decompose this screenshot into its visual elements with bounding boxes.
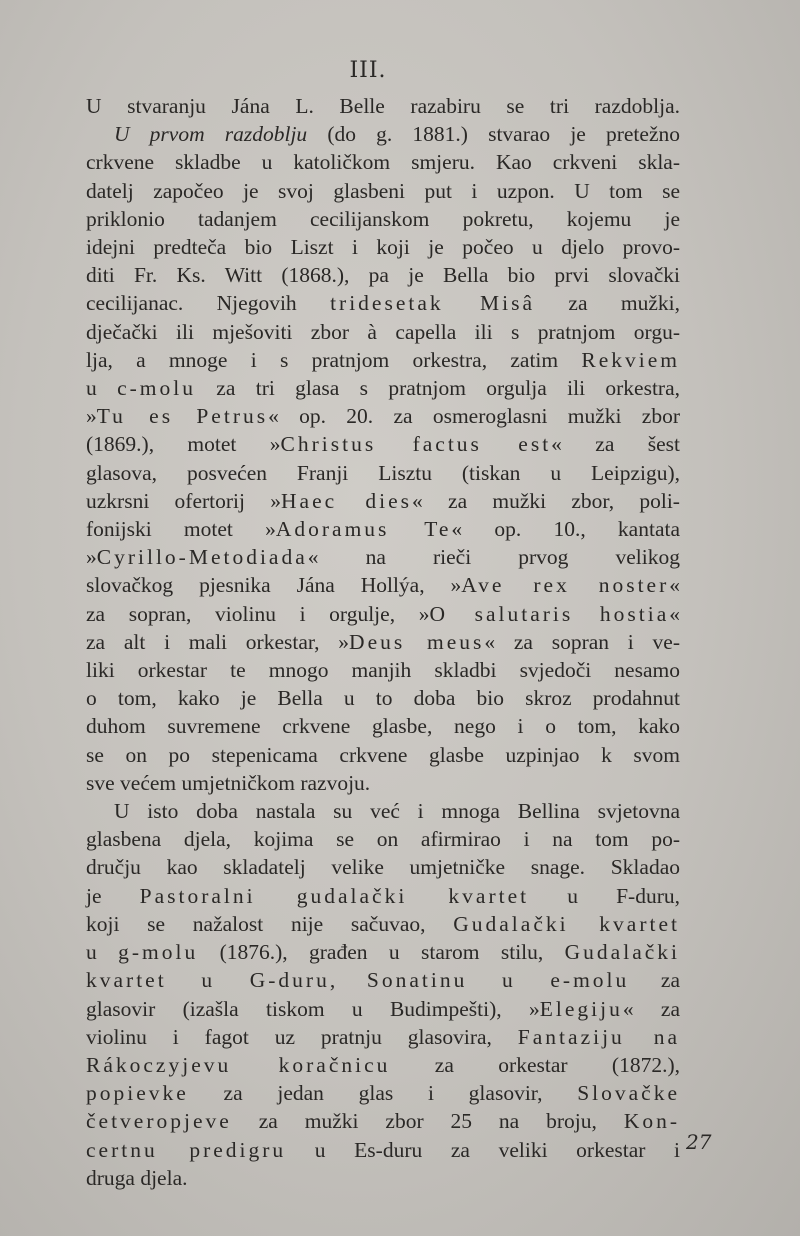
text-segment: dručju kao skladatelj velike umjetničke snage. Skladao bbox=[86, 855, 680, 880]
text-segment: za alt i mali orkestar, » bbox=[86, 629, 350, 654]
text-line bbox=[86, 261, 680, 289]
text-line bbox=[86, 853, 680, 881]
spaced-title: Fantaziju na bbox=[517, 1024, 680, 1049]
text-segment: u bbox=[86, 376, 118, 401]
text-line bbox=[86, 741, 680, 769]
spaced-title: Kon- bbox=[623, 1109, 680, 1134]
spaced-title: Cyrillo-Metodiada bbox=[96, 545, 308, 570]
text-segment: idejni predteča bio Liszt i koji je počeo u djelo provo- bbox=[86, 235, 680, 260]
text-line bbox=[86, 882, 680, 910]
text-line bbox=[86, 205, 680, 233]
text-segment: (do g. 1881.) stvarao je pretežno bbox=[307, 122, 680, 147]
italic-text: U prvom razdoblju bbox=[114, 122, 308, 147]
text-segment: za jedan glas i glasovir, bbox=[188, 1081, 578, 1106]
text-line bbox=[86, 318, 680, 346]
text-line bbox=[86, 1164, 680, 1192]
text-segment: priklonio tadanjem cecilijanskom pokretu, kojemu je bbox=[86, 206, 680, 231]
text-line bbox=[86, 910, 680, 938]
spaced-title: g-molu bbox=[118, 940, 199, 965]
page-number: 27 bbox=[686, 1130, 712, 1154]
text-line bbox=[86, 1136, 680, 1164]
text-segment: « bbox=[669, 601, 680, 626]
spaced-title: Christus factus est bbox=[280, 432, 552, 457]
text-line bbox=[86, 995, 680, 1023]
spaced-title: Gudalački kvartet bbox=[453, 911, 680, 936]
text-segment: lja, a mnoge i s pratnjom orkestra, zatim bbox=[86, 347, 582, 372]
text-segment: sve većem umjetničkom razvoju. bbox=[86, 770, 371, 795]
text-segment: uzkrsni ofertorij » bbox=[86, 488, 281, 513]
spaced-title: Rákoczyjevu koračnicu bbox=[86, 1052, 391, 1077]
text-segment: dječački ili mješoviti zbor à capella ili s pratnjom orgu- bbox=[86, 319, 680, 344]
text-segment: , bbox=[329, 968, 367, 993]
text-line bbox=[86, 430, 680, 458]
text-segment: glasbena djela, kojima se on afirmirao i na tom po- bbox=[86, 827, 680, 852]
text-segment: « za šest bbox=[551, 432, 680, 457]
text-segment: violinu i fagot uz pratnju glasovira, bbox=[86, 1024, 518, 1049]
text-line bbox=[86, 92, 680, 120]
spaced-title: Elegiju bbox=[539, 996, 623, 1021]
text-segment: fonijski motet » bbox=[86, 517, 276, 542]
text-segment: slovačkog pjesnika Jána Hollýa, » bbox=[86, 573, 462, 598]
text-segment: diti Fr. Ks. Witt (1868.), pa je Bella bio prvi slovački bbox=[86, 263, 680, 288]
spaced-title: Adoramus Te bbox=[275, 517, 452, 542]
spaced-title: Sonatinu u e-molu bbox=[366, 968, 630, 993]
text-line bbox=[86, 459, 680, 487]
spaced-title: kvartet u G-duru bbox=[86, 968, 330, 993]
text-segment: « za bbox=[622, 996, 680, 1021]
text-segment: « na rieči prvog velikog bbox=[307, 545, 680, 570]
spaced-title: c-molu bbox=[117, 376, 196, 401]
text-segment: liki orkestar te mnogo manjih skladbi svjedoči nesamo bbox=[86, 658, 680, 683]
text-segment: » bbox=[86, 545, 97, 570]
text-segment: « bbox=[669, 573, 681, 598]
text-line bbox=[86, 402, 680, 430]
text-segment: duhom suvremene crkvene glasbe, nego i o tom, kako bbox=[86, 714, 680, 739]
spaced-title: Haec dies bbox=[281, 488, 413, 513]
text-segment: za mužki, bbox=[535, 291, 680, 316]
spaced-title: Deus meus bbox=[349, 629, 485, 654]
spaced-title: Gudalački bbox=[564, 940, 681, 965]
text-segment: druga djela. bbox=[86, 1165, 188, 1190]
text-segment: za mužki zbor 25 na broju, bbox=[231, 1109, 624, 1134]
text-segment: za orkestar (1872.), bbox=[390, 1052, 681, 1077]
text-line bbox=[86, 712, 680, 740]
text-line bbox=[86, 543, 680, 571]
text-line bbox=[86, 797, 680, 825]
text-segment: » bbox=[86, 404, 97, 429]
text-segment: U isto doba nastala su već i mnoga Bellina svjetovna bbox=[114, 799, 680, 824]
text-line bbox=[86, 177, 680, 205]
text-line bbox=[86, 120, 680, 148]
text-line bbox=[86, 1051, 680, 1079]
text-line bbox=[86, 825, 680, 853]
text-line bbox=[86, 769, 680, 797]
text-segment: o tom, kako je Bella u to doba bio skroz prodahnut bbox=[86, 686, 680, 711]
text-line bbox=[86, 289, 680, 317]
text-segment: « op. 20. za osmeroglasni mužki zbor bbox=[268, 404, 680, 429]
text-line bbox=[86, 148, 680, 176]
text-line bbox=[86, 684, 680, 712]
text-line bbox=[86, 656, 680, 684]
text-line bbox=[86, 628, 680, 656]
text-segment: se on po stepenicama crkvene glasbe uzpinjao k svom bbox=[86, 742, 680, 767]
text-line bbox=[86, 571, 680, 599]
spaced-title: popievke bbox=[86, 1081, 189, 1106]
text-line bbox=[86, 233, 680, 261]
text-segment: (1876.), građen u starom stilu, bbox=[198, 940, 565, 965]
spaced-title: Rekviem bbox=[581, 347, 680, 372]
spaced-title: četveropjeve bbox=[86, 1109, 232, 1134]
text-line bbox=[86, 1107, 680, 1135]
text-line bbox=[86, 966, 680, 994]
chapter-heading: III. bbox=[349, 58, 387, 83]
spaced-title: O salutaris hostia bbox=[429, 601, 670, 626]
text-line bbox=[86, 938, 680, 966]
text-segment: « op. 10., kantata bbox=[451, 517, 681, 542]
text-segment: za tri glasa s pratnjom orgulja ili orkestra, bbox=[195, 376, 680, 401]
text-segment: u Es-duru za veliki orkestar i bbox=[286, 1137, 680, 1162]
text-segment: cecilijanac. Njegovih bbox=[86, 291, 331, 316]
text-segment: je bbox=[86, 883, 140, 908]
text-line bbox=[86, 374, 680, 402]
text-segment: datelj započeo je svoj glasbeni put i uzpon. U tom se bbox=[86, 178, 680, 203]
text-line bbox=[86, 1023, 680, 1051]
text-segment: « za sopran i ve- bbox=[484, 629, 680, 654]
text-segment: koji se nažalost nije sačuvao, bbox=[86, 911, 454, 936]
spaced-title: tridesetak Misâ bbox=[330, 291, 536, 316]
spaced-title: Tu es Petrus bbox=[96, 404, 269, 429]
text-segment: za bbox=[629, 968, 680, 993]
text-segment: crkvene skladbe u katoličkom smjeru. Kao crkveni skla- bbox=[86, 150, 680, 175]
text-segment: u bbox=[86, 940, 119, 965]
text-segment: glasovir (izašla tiskom u Budimpešti), » bbox=[86, 996, 540, 1021]
text-line bbox=[86, 600, 680, 628]
text-segment: glasova, posvećen Franji Lisztu (tiskan u Leipzigu), bbox=[86, 460, 680, 485]
text-segment: (1869.), motet » bbox=[86, 432, 281, 457]
text-line bbox=[86, 515, 680, 543]
text-segment: « za mužki zbor, poli- bbox=[412, 488, 680, 513]
text-line bbox=[86, 1079, 680, 1107]
text-line bbox=[86, 487, 680, 515]
body-text bbox=[86, 92, 680, 1192]
text-segment: U stvaranju Jána L. Belle razabiru se tri razdoblja. bbox=[86, 94, 680, 118]
text-segment: u F-duru, bbox=[529, 883, 680, 908]
spaced-title: certnu predigru bbox=[86, 1137, 287, 1162]
spaced-title: Pastoralni gudalački kvartet bbox=[139, 883, 530, 908]
text-segment: za sopran, violinu i orgulje, » bbox=[86, 601, 430, 626]
spaced-title: Ave rex noster bbox=[461, 573, 670, 598]
spaced-title: Slovačke bbox=[577, 1081, 680, 1106]
text-line bbox=[86, 346, 680, 374]
